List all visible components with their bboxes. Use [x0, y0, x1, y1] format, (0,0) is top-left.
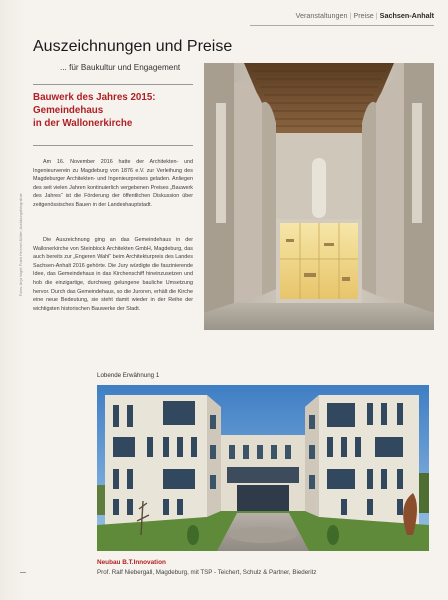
- church-interior-photo: [204, 63, 434, 330]
- margin-dash: [20, 572, 26, 573]
- section-title-line: in der Wallonerkirche: [33, 118, 133, 129]
- header-nav-events: Veranstaltungen: [295, 11, 348, 20]
- header-region: Sachsen-Anhalt: [379, 11, 434, 20]
- article-paragraph: [33, 236, 193, 313]
- section-title-line: Bauwerk des Jahres 2015:: [33, 92, 156, 103]
- section-title: [33, 91, 193, 130]
- header-rule: [250, 25, 434, 26]
- building-photo: [97, 385, 429, 551]
- page-subtitle: ... für Baukultur und Engagement: [60, 63, 181, 72]
- paragraph-text: Am 16. November 2016 hatte der Architekten- und Ingenieurverein zu Magdeburg von 1876 e.V. zur Verleihung des Magdeburger Architekten- und Ingenieurpreises geladen. Anliegen des seit vielen Jahren kontinuierlich vergebenen Preises „Bauwerk des Jahres“ ist die Förderung der öffentlichen Diskussion über zeitgenössisches Bauen in der Landeshauptstadt.: [33, 159, 193, 208]
- mention-label: Lobende Erwähnung 1: [97, 372, 160, 379]
- section-title-line: Gemeindehaus: [33, 105, 104, 116]
- photo-credit: Fotos: Anja Vogel; Frank Heinrich-Müller; Auslobungsfotograf.de: [19, 193, 23, 296]
- article-paragraph: [33, 158, 193, 210]
- caption-text: Prof. Ralf Niebergall, Magdeburg, mit TSP - Teichert, Schulz & Partner, Biederitz: [97, 569, 317, 576]
- running-header: [296, 11, 434, 20]
- header-nav-prizes: Preise: [353, 11, 374, 20]
- section-rule: [33, 145, 193, 146]
- section-rule: [33, 84, 193, 85]
- page-title: Auszeichnungen und Preise: [33, 38, 233, 55]
- header-separator: |: [349, 11, 352, 20]
- paragraph-text: Die Auszeichnung ging an das Gemeindehaus in der Wallonerkirche von Steinblock Architekten GmbH, Magdeburg, das auch bereits zur „Engeren Wahl“ beim Architekturpreis des Landes Sachsen-Anhalt 2016 gehörte. Die Jury würdigte die faszinierende Idee, das Gemeindehaus in das Kirchenschiff hineinzusetzen und hob die einzigartige, durchweg gelungene bauliche Umsetzung hervor. Durch das Gemeindehaus, so die Juroren, erhält die Kirche eine neue Bedeutung, sie steht damit wieder in der Reihe der wichtigsten historischen Bauwerke der Stadt.: [33, 237, 193, 312]
- header-separator: |: [375, 11, 378, 20]
- caption-title: Neubau B.T.Innovation: [97, 559, 166, 566]
